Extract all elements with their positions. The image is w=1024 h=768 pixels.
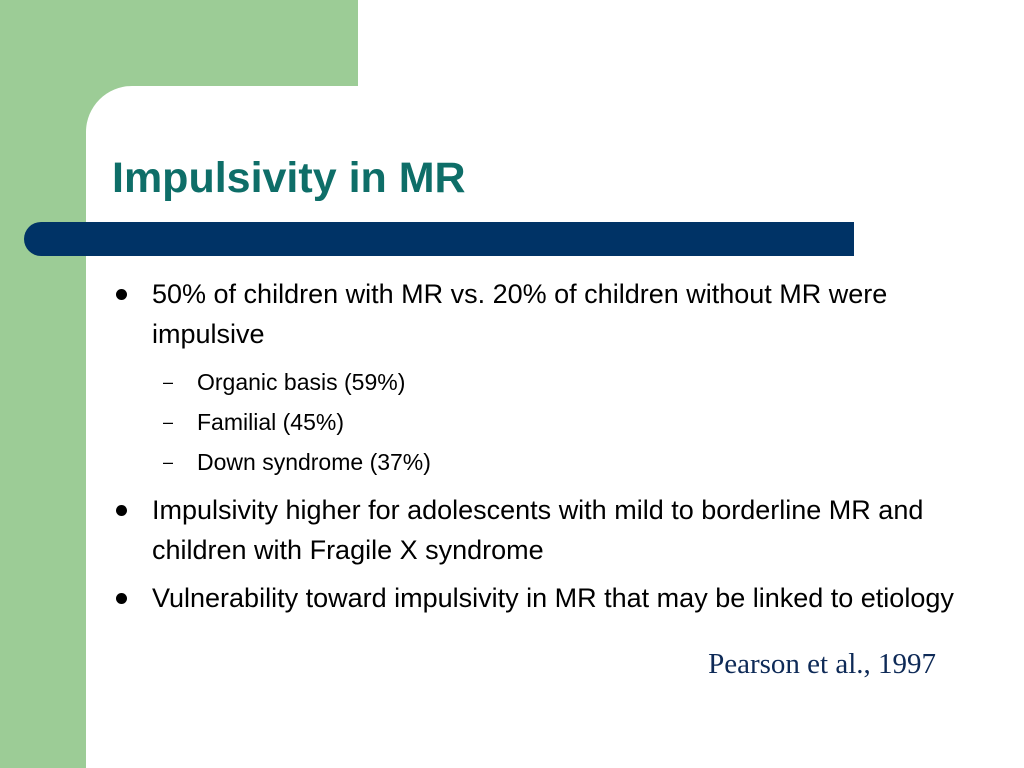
sub-bullet-item <box>108 362 968 402</box>
bullet-item <box>108 578 968 618</box>
sub-bullet-text: Down syndrome (37%) <box>197 449 431 475</box>
sub-bullet-text: Familial (45%) <box>197 409 344 435</box>
bullet-list <box>108 274 968 626</box>
dash-marker: – <box>163 452 174 472</box>
citation: Pearson et al., 1997 <box>708 648 936 680</box>
sub-bullet-item <box>108 402 968 442</box>
bullet-item <box>108 274 968 354</box>
dash-marker: – <box>163 412 174 432</box>
sub-bullet-item <box>108 442 968 482</box>
bullet-dot-icon <box>116 505 127 516</box>
bullet-item <box>108 490 968 570</box>
bullet-dot-icon <box>116 289 127 300</box>
bullet-text: Vulnerability toward impulsivity in MR that may be linked to etiology <box>152 583 954 613</box>
bullet-text: Impulsivity higher for adolescents with mild to borderline MR and children with Fragile X syndrome <box>152 495 924 565</box>
bullet-dot-icon <box>116 593 127 604</box>
bullet-text: 50% of children with MR vs. 20% of children without MR were impulsive <box>152 279 888 349</box>
title-underline-bar <box>24 222 854 256</box>
sub-bullet-list <box>108 362 968 482</box>
dash-marker: – <box>163 372 174 392</box>
sub-bullet-text: Organic basis (59%) <box>197 369 406 395</box>
slide-title: Impulsivity in MR <box>112 154 466 202</box>
